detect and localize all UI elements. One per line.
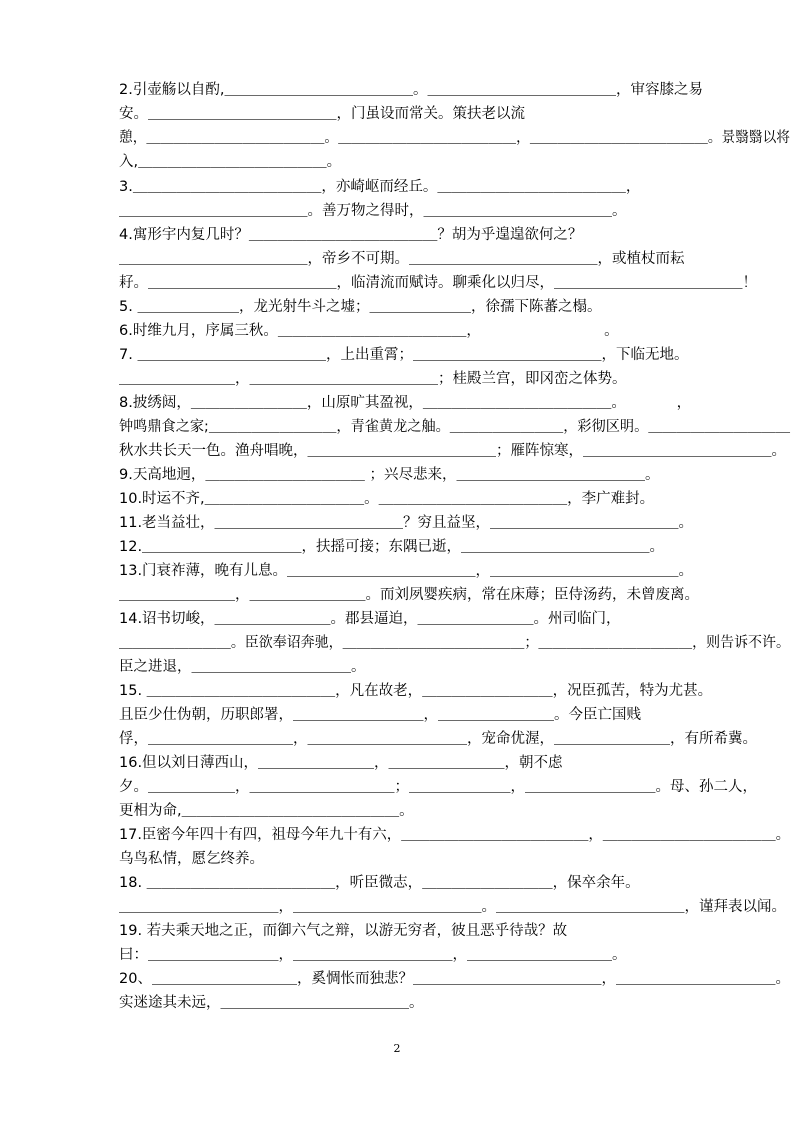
text-line: 7. ＿＿＿＿＿＿＿＿＿＿＿＿＿，上出重霄；＿＿＿＿＿＿＿＿＿＿＿＿＿，下临无地。 <box>119 347 689 363</box>
text-line: ＿＿＿＿＿＿＿＿。臣欲奉诏奔驰，＿＿＿＿＿＿＿＿＿＿＿＿＿；＿＿＿＿＿＿＿＿＿＿＿，则告诉不许。 <box>119 635 790 651</box>
text-line: 20、＿＿＿＿＿＿＿＿＿＿，奚惆怅而独悲？＿＿＿＿＿＿＿＿＿＿＿＿＿，＿＿＿＿＿＿＿＿＿＿＿。 <box>119 971 790 987</box>
text-line: ＿＿＿＿＿＿＿＿，＿＿＿＿＿＿＿＿。而刘夙婴疾病，常在床蓐；臣侍汤药，未曾废离。 <box>119 587 699 603</box>
text-line: 2.引壶觞以自酌,＿＿＿＿＿＿＿＿＿＿＿＿＿。＿＿＿＿＿＿＿＿＿＿＿＿＿，审容膝之易 <box>119 82 703 98</box>
text-line: 秋水共长天一色。渔舟唱晚，＿＿＿＿＿＿＿＿＿＿＿＿＿；雁阵惊寒，＿＿＿＿＿＿＿＿＿＿＿＿＿。 <box>119 443 786 459</box>
text-line: 17.臣密今年四十有四，祖母今年九十有六，＿＿＿＿＿＿＿＿＿＿＿＿＿，＿＿＿＿＿＿＿＿＿＿＿＿。 <box>119 827 790 843</box>
text-line: ＿＿＿＿＿＿＿＿，＿＿＿＿＿＿＿＿＿＿＿＿＿；桂殿兰宫，即冈峦之体势。 <box>119 371 627 387</box>
text-line: 15. ＿＿＿＿＿＿＿＿＿＿＿＿＿，凡在故老，＿＿＿＿＿＿＿＿＿，况臣孤苦，特为尤甚。 <box>119 683 713 699</box>
text-line: 8.披绣闼，＿＿＿＿＿＿＿＿，山原旷其盈视，＿＿＿＿＿＿＿＿＿＿＿＿＿。 ， <box>119 395 692 411</box>
text-line: 俘，＿＿＿＿＿＿＿＿＿＿，＿＿＿＿＿＿＿＿＿＿＿，宠命优渥，＿＿＿＿＿＿＿＿，有所希冀。 <box>119 731 757 747</box>
text-line: 6.时维九月，序属三秋。＿＿＿＿＿＿＿＿＿＿＿＿＿， 。 <box>119 323 619 339</box>
text-line: 9.天高地迥，＿＿＿＿＿＿＿＿＿＿＿ ；兴尽悲来，＿＿＿＿＿＿＿＿＿＿＿＿＿。 <box>119 467 660 483</box>
text-line: 且臣少仕伪朝，历职郎署，＿＿＿＿＿＿＿＿＿，＿＿＿＿＿＿＿＿。今臣亡国贱 <box>119 707 641 723</box>
text-line: 19. 若夫乘天地之正，而御六气之辩，以游无穷者，彼且恶乎待哉？故 <box>119 923 568 939</box>
text-line: 11.老当益壮，＿＿＿＿＿＿＿＿＿＿＿＿＿？穷且益坚，＿＿＿＿＿＿＿＿＿＿＿＿＿。 <box>119 515 694 531</box>
text-line: 18. ＿＿＿＿＿＿＿＿＿＿＿＿＿，听臣微志，＿＿＿＿＿＿＿＿＿，保卒余年。 <box>119 875 640 891</box>
text-line: 5. ＿＿＿＿＿＿＿，龙光射牛斗之墟；＿＿＿＿＿＿＿，徐孺下陈蕃之榻。 <box>119 299 602 315</box>
text-line: 12.＿＿＿＿＿＿＿＿＿＿＿，扶摇可接；东隅已逝，＿＿＿＿＿＿＿＿＿＿＿＿＿。 <box>119 539 665 555</box>
text-line: 13.门衰祚薄，晚有儿息。＿＿＿＿＿＿＿＿＿＿＿＿＿，＿＿＿＿＿＿＿＿＿＿＿＿＿。 <box>119 563 694 579</box>
text-line: 安。＿＿＿＿＿＿＿＿＿＿＿＿＿，门虽设而常关。策扶老以流 <box>119 106 525 122</box>
text-line: 夕。＿＿＿＿＿＿，＿＿＿＿＿＿＿＿＿＿；＿＿＿＿＿＿＿，＿＿＿＿＿＿＿＿＿。母、孙二人， <box>119 779 757 795</box>
text-line: 臣之进退，＿＿＿＿＿＿＿＿＿＿＿。 <box>119 659 366 675</box>
text-line: 曰：＿＿＿＿＿＿＿＿＿，＿＿＿＿＿＿＿＿＿＿＿，＿＿＿＿＿＿＿＿＿＿。 <box>119 947 627 963</box>
text-line: ＿＿＿＿＿＿＿＿＿＿＿，＿＿＿＿＿＿＿＿＿＿＿＿＿。＿＿＿＿＿＿＿＿＿＿＿＿＿，谨拜表以闻。 <box>119 899 786 915</box>
text-line: 乌鸟私情，愿乞终养。 <box>119 851 264 867</box>
text-line: 3.＿＿＿＿＿＿＿＿＿＿＿＿＿，亦崎岖而经丘。＿＿＿＿＿＿＿＿＿＿＿＿＿， <box>119 179 641 195</box>
text-line: 耔。＿＿＿＿＿＿＿＿＿＿＿＿＿，临清流而赋诗。聊乘化以归尽，＿＿＿＿＿＿＿＿＿＿＿＿＿！ <box>119 275 757 291</box>
text-line: 入,＿＿＿＿＿＿＿＿＿＿＿＿＿。 <box>119 154 342 170</box>
text-line: 4.寓形宇内复几时？＿＿＿＿＿＿＿＿＿＿＿＿＿？胡为乎遑遑欲何之？ <box>119 227 583 243</box>
text-line: 钟鸣鼎食之家;＿＿＿＿＿＿＿＿＿，青雀黄龙之舳。＿＿＿＿＿＿＿＿，彩彻区明。＿＿＿＿＿＿＿＿＿＿ <box>119 419 790 435</box>
text-line: 更相为命,＿＿＿＿＿＿＿＿＿＿＿＿＿＿＿。 <box>119 803 414 819</box>
text-line: 实迷途其未远，＿＿＿＿＿＿＿＿＿＿＿＿＿。 <box>119 995 424 1011</box>
text-line: 10.时运不齐,＿＿＿＿＿＿＿＿＿＿＿。＿＿＿＿＿＿＿＿＿＿＿＿＿，李广难封。 <box>119 491 655 507</box>
text-line: 14.诏书切峻，＿＿＿＿＿＿＿＿。郡县逼迫，＿＿＿＿＿＿＿＿。州司临门， <box>119 611 621 627</box>
text-line: 16.但以刘日薄西山，＿＿＿＿＿＿＿＿，＿＿＿＿＿＿＿＿，朝不虑 <box>119 755 563 771</box>
text-line: ＿＿＿＿＿＿＿＿＿＿＿＿＿。善万物之得时，＿＿＿＿＿＿＿＿＿＿＿＿＿。 <box>119 203 627 219</box>
page-number: 2 <box>393 1042 401 1055</box>
text-line: ＿＿＿＿＿＿＿＿＿＿＿＿＿，帝乡不可期。＿＿＿＿＿＿＿＿＿＿＿＿＿，或植杖而耘 <box>119 251 685 267</box>
text-line: 憩，＿＿＿＿＿＿＿＿＿＿＿＿＿。＿＿＿＿＿＿＿＿＿＿＿＿＿，＿＿＿＿＿＿＿＿＿＿＿＿＿。景翳翳以将 <box>119 130 790 146</box>
